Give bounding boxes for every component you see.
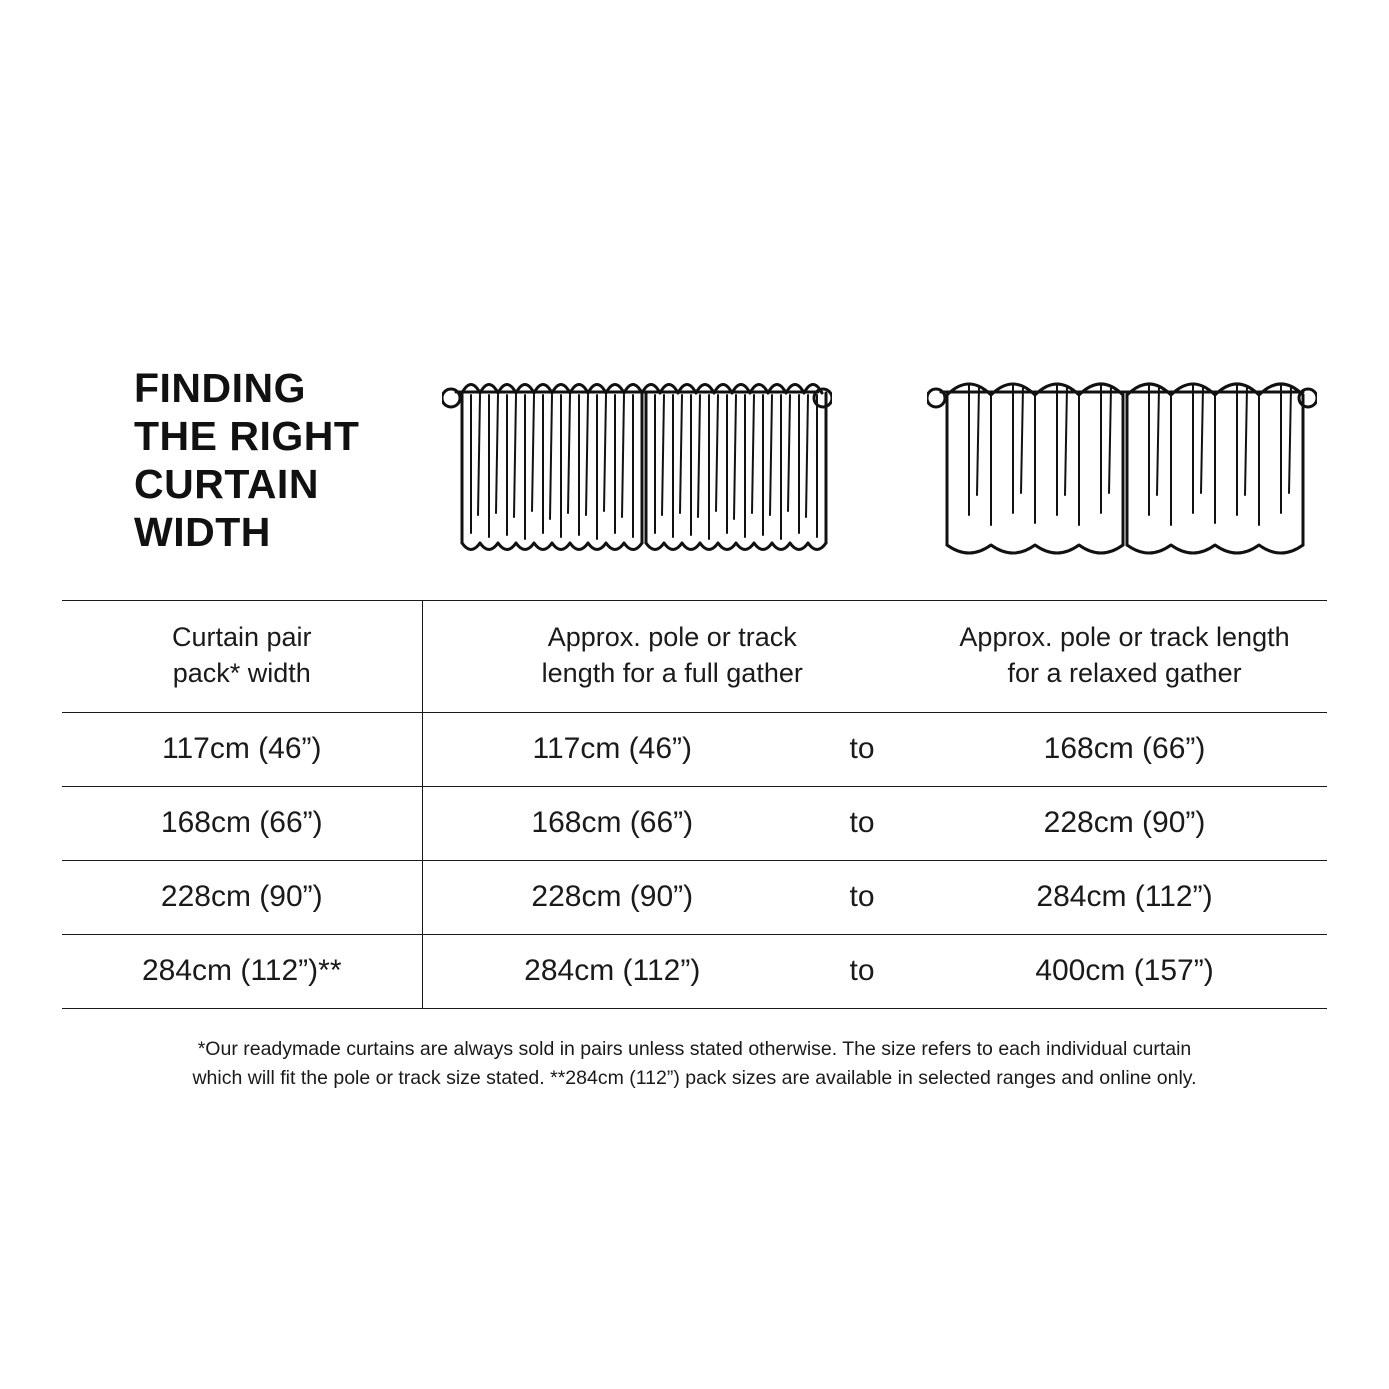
table-row: [62, 860, 1327, 934]
header-full-gather-line2: length for a full gather: [541, 658, 803, 689]
cell-pack-width: 284cm (112”)**: [62, 934, 422, 1008]
table-row: [62, 712, 1327, 786]
table-header-row: [62, 601, 1327, 713]
header-pack-width: [62, 601, 422, 713]
header-relaxed-gather-line2: for a relaxed gather: [1007, 658, 1242, 689]
cell-pack-width: 117cm (46”): [62, 712, 422, 786]
full-gather-curtain-icon: [442, 365, 832, 580]
cell-relaxed-gather: 168cm (66”): [922, 712, 1327, 786]
guide-content: [62, 355, 1327, 1093]
cell-connector: to: [802, 712, 922, 786]
table-row: [62, 934, 1327, 1008]
page-title: [62, 355, 412, 557]
header-full-gather: [422, 601, 922, 713]
cell-relaxed-gather: 228cm (90”): [922, 786, 1327, 860]
illustrations: [412, 355, 1327, 580]
cell-connector: to: [802, 786, 922, 860]
title-line-3: CURTAIN: [134, 460, 319, 507]
cell-pack-width: 168cm (66”): [62, 786, 422, 860]
header-full-gather-line1: Approx. pole or track: [547, 622, 797, 652]
cell-full-gather: 228cm (90”): [422, 860, 802, 934]
title-line-2: THE RIGHT: [134, 412, 360, 459]
table-row: [62, 786, 1327, 860]
footnote-line-2: which will fit the pole or track size stated. **284cm (112”) pack sizes are available in selected ranges and online only.: [192, 1067, 1197, 1090]
cell-pack-width: 228cm (90”): [62, 860, 422, 934]
cell-connector: to: [802, 934, 922, 1008]
header-relaxed-gather-line1: Approx. pole or track length: [959, 622, 1290, 652]
curtain-width-table: [62, 600, 1327, 1009]
header-pack-width-line1: Curtain pair: [171, 622, 312, 652]
cell-relaxed-gather: 400cm (157”): [922, 934, 1327, 1008]
cell-relaxed-gather: 284cm (112”): [922, 860, 1327, 934]
cell-full-gather: 168cm (66”): [422, 786, 802, 860]
cell-connector: to: [802, 860, 922, 934]
relaxed-gather-curtain-icon: [927, 365, 1317, 580]
header-row: [62, 355, 1327, 600]
cell-full-gather: 117cm (46”): [422, 712, 802, 786]
footnote-line-1: *Our readymade curtains are always sold in pairs unless stated otherwise. The size refers to each individual curtain: [197, 1037, 1192, 1060]
cell-full-gather: 284cm (112”): [422, 934, 802, 1008]
header-pack-width-line2: pack* width: [172, 658, 311, 689]
title-line-4: WIDTH: [134, 508, 271, 555]
header-relaxed-gather: [922, 601, 1327, 713]
footnote: [62, 1035, 1327, 1094]
title-line-1: FINDING: [134, 365, 307, 411]
